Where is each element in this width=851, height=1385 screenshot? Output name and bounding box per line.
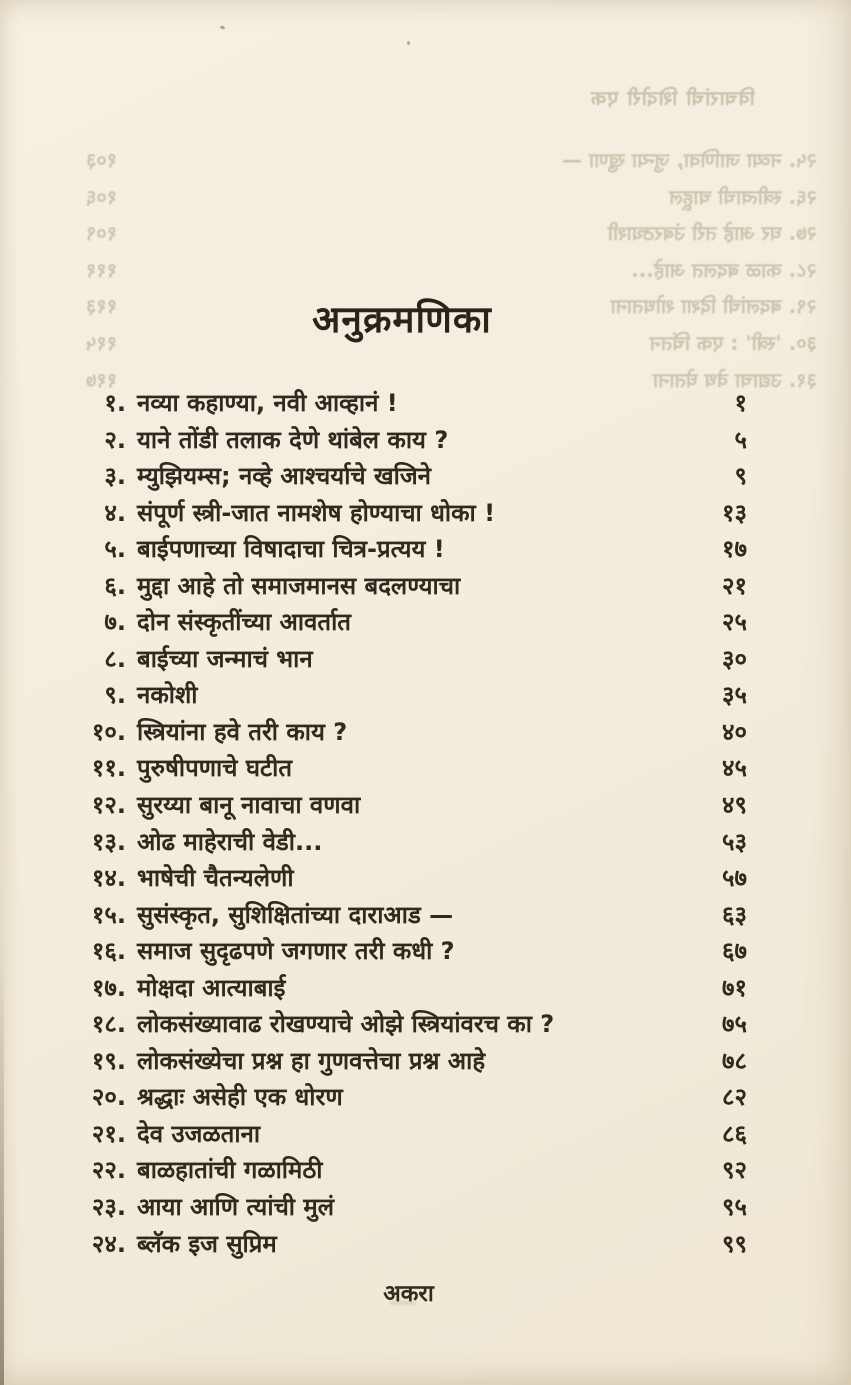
entry-page-number: ६३ (722, 900, 747, 929)
bleedthrough-line-page-number: १११ (86, 257, 118, 282)
entry-serial: १०. (91, 717, 126, 746)
entry-page-number: १ (734, 389, 747, 417)
entry-serial: १९. (91, 1046, 126, 1075)
entry-title: म्युझियम्स; नव्हे आश्चर्याचे खजिने (137, 462, 432, 491)
entry-serial: ७. (104, 608, 126, 637)
entry-title: नकोशी (137, 681, 198, 710)
toc-entry (78, 900, 747, 937)
entry-page-number: ७८ (722, 1046, 747, 1075)
page-title: अनुक्रमणिका (312, 298, 492, 341)
bleedthrough-line-text: २५. नव्या जाणिवा, जुन्या खुणा — (561, 148, 817, 172)
toc-entry (78, 607, 747, 644)
toc-entry (78, 680, 747, 717)
toc-entry (78, 863, 747, 900)
entry-serial: २४. (91, 1229, 126, 1258)
entry-title: मुद्दा आहे तो समाजमानस बदलण्याचा (137, 571, 461, 600)
toc-entry (78, 790, 747, 827)
dust-speck (407, 41, 410, 45)
toc-entry (78, 936, 747, 973)
toc-entry (78, 973, 747, 1010)
entry-serial: १६. (91, 937, 126, 966)
bleedthrough-line (86, 256, 817, 283)
entry-title: समाज सुदृढपणे जगणार तरी कधी ? (137, 937, 455, 966)
entry-page-number: ५ (734, 425, 747, 454)
entry-title: भाषेची चैतन्यलेणी (137, 864, 294, 893)
toc-list (78, 388, 747, 1265)
entry-serial: २२. (91, 1156, 126, 1185)
entry-page-number: ४० (722, 717, 747, 746)
entry-serial: ४. (104, 498, 126, 527)
bleedthrough-line-text: २७. घर आहे तरी उंबरठ्याशी (607, 221, 817, 246)
entry-serial: २३. (91, 1193, 126, 1222)
toc-entry (78, 644, 747, 681)
entry-page-number: ५७ (722, 864, 747, 893)
entry-serial: ५. (104, 535, 126, 564)
entry-title: देव उजळताना (137, 1119, 261, 1148)
entry-page-number: ९२ (722, 1156, 747, 1185)
entry-page-number: ४९ (722, 791, 747, 820)
bleedthrough-line-text: २९. बदलांची दिशा शोधताना (610, 294, 817, 319)
toc-entry (78, 1192, 747, 1229)
entry-title: दोन संस्कृतींच्या आवर्तात (137, 608, 351, 637)
bleedthrough-line-text: २८. काळ बदलत आहे... (631, 257, 817, 282)
entry-page-number: ५३ (722, 827, 747, 856)
toc-entry (78, 388, 747, 425)
entry-title: लोकसंख्यावाढ रोखण्याचे ओझे स्त्रियांवरच का ? (137, 1010, 555, 1039)
entry-serial: १८. (91, 1010, 126, 1039)
entry-title: सुरय्या बानू नावाचा वणवा (137, 791, 361, 820)
entry-page-number: ८६ (722, 1119, 747, 1148)
toc-entry (78, 534, 747, 571)
bleedthrough-line (86, 146, 817, 173)
toc-entry (78, 461, 747, 498)
toc-entry (78, 827, 747, 864)
entry-page-number: ८२ (722, 1083, 747, 1112)
entry-serial: ११. (91, 754, 126, 783)
entry-serial: २०. (91, 1083, 126, 1112)
toc-entry (78, 1229, 747, 1266)
bleedthrough-line-page-number: १०६ (86, 184, 118, 209)
entry-title: ब्लॅक इज सुप्रिम (137, 1229, 277, 1258)
toc-entry (78, 1046, 747, 1083)
bleedthrough-line-page-number: १०९ (86, 221, 118, 246)
entry-serial: २१. (91, 1119, 126, 1148)
entry-serial: १. (104, 389, 126, 417)
toc-entry (78, 425, 747, 462)
entry-serial: ८. (104, 644, 126, 673)
entry-title: बाईच्या जन्माचं भान (137, 644, 313, 673)
toc-entry (78, 571, 747, 608)
entry-title: बाईपणाच्या विषादाचा चित्र-प्रत्यय ! (137, 535, 445, 564)
bleedthrough-line-page-number: ११३ (86, 294, 118, 319)
entry-page-number: २५ (722, 608, 747, 637)
entry-title: नव्या कहाण्या, नवी आव्हानं ! (137, 389, 398, 417)
entry-title: संपूर्ण स्त्री-जात नामशेष होण्याचा धोका ! (137, 498, 496, 527)
page-number-word: अकरा (383, 1281, 434, 1307)
entry-page-number: ९९ (722, 1229, 747, 1258)
toc-entry (78, 1082, 747, 1119)
bleedthrough-line (86, 219, 817, 246)
bleedthrough-line-page-number: १०३ (86, 148, 118, 172)
entry-title: ओढ माहेराची वेडी... (137, 827, 323, 856)
entry-title: श्रद्धाः असेही एक धोरण (137, 1083, 343, 1112)
bleedthrough-line-page-number: ११५ (86, 331, 118, 355)
entry-serial: ३. (104, 462, 126, 491)
dust-speck (220, 25, 226, 30)
entry-serial: ६. (104, 571, 126, 600)
entry-title: लोकसंख्येचा प्रश्न हा गुणवत्तेचा प्रश्न आहे (137, 1046, 486, 1075)
entry-page-number: ३५ (722, 681, 747, 710)
entry-serial: १४. (91, 864, 126, 893)
entry-page-number: ३० (722, 644, 747, 673)
toc-entry (78, 1119, 747, 1156)
bleedthrough-header-text: विचारांची शिदोरी एक (590, 86, 755, 110)
bleedthrough-line (86, 183, 817, 210)
bleedthrough-line-page-number: ११७ (86, 367, 118, 392)
entry-serial: १३. (91, 827, 126, 856)
bleedthrough-line-text: २६. स्त्रीत्वाची चाहूल (669, 184, 817, 209)
bleedthrough-line-text: ३०. 'स्त्री' : एक चिंतन (649, 331, 817, 355)
entry-serial: १७. (91, 973, 126, 1002)
entry-title: पुरुषीपणाचे घटीत (137, 754, 293, 783)
entry-page-number: ७५ (722, 1010, 747, 1039)
toc-entry (78, 1009, 747, 1046)
entry-page-number: १७ (722, 535, 747, 564)
entry-page-number: ४५ (722, 754, 747, 783)
toc-entry (78, 1155, 747, 1192)
toc-entry (78, 753, 747, 790)
entry-title: आया आणि त्यांची मुलं (137, 1193, 335, 1222)
entry-title: बाळहातांची गळामिठी (137, 1156, 323, 1185)
bleedthrough-line-text: ३१. उद्याचा वेध घेताना (652, 367, 817, 392)
toc-entry (78, 498, 747, 535)
entry-page-number: ७१ (722, 973, 747, 1002)
entry-page-number: २१ (722, 571, 747, 600)
entry-serial: ९. (104, 681, 126, 710)
entry-page-number: ९५ (722, 1193, 747, 1222)
entry-serial: १५. (91, 900, 126, 929)
toc-entry (78, 717, 747, 754)
entry-page-number: १३ (722, 498, 747, 527)
entry-title: मोक्षदा आत्याबाई (137, 973, 286, 1002)
entry-page-number: ६७ (722, 937, 747, 966)
entry-title: स्त्रियांना हवे तरी काय ? (137, 717, 348, 746)
scan-smudge (390, 1301, 416, 1305)
page-edge-shadow (0, 955, 4, 1385)
entry-serial: १२. (91, 791, 126, 820)
entry-serial: २. (104, 425, 126, 454)
entry-page-number: ९ (734, 462, 747, 491)
entry-title: याने तोंडी तलाक देणे थांबेल काय ? (137, 425, 449, 454)
entry-title: सुसंस्कृत, सुशिक्षितांच्या दाराआड — (137, 900, 454, 929)
